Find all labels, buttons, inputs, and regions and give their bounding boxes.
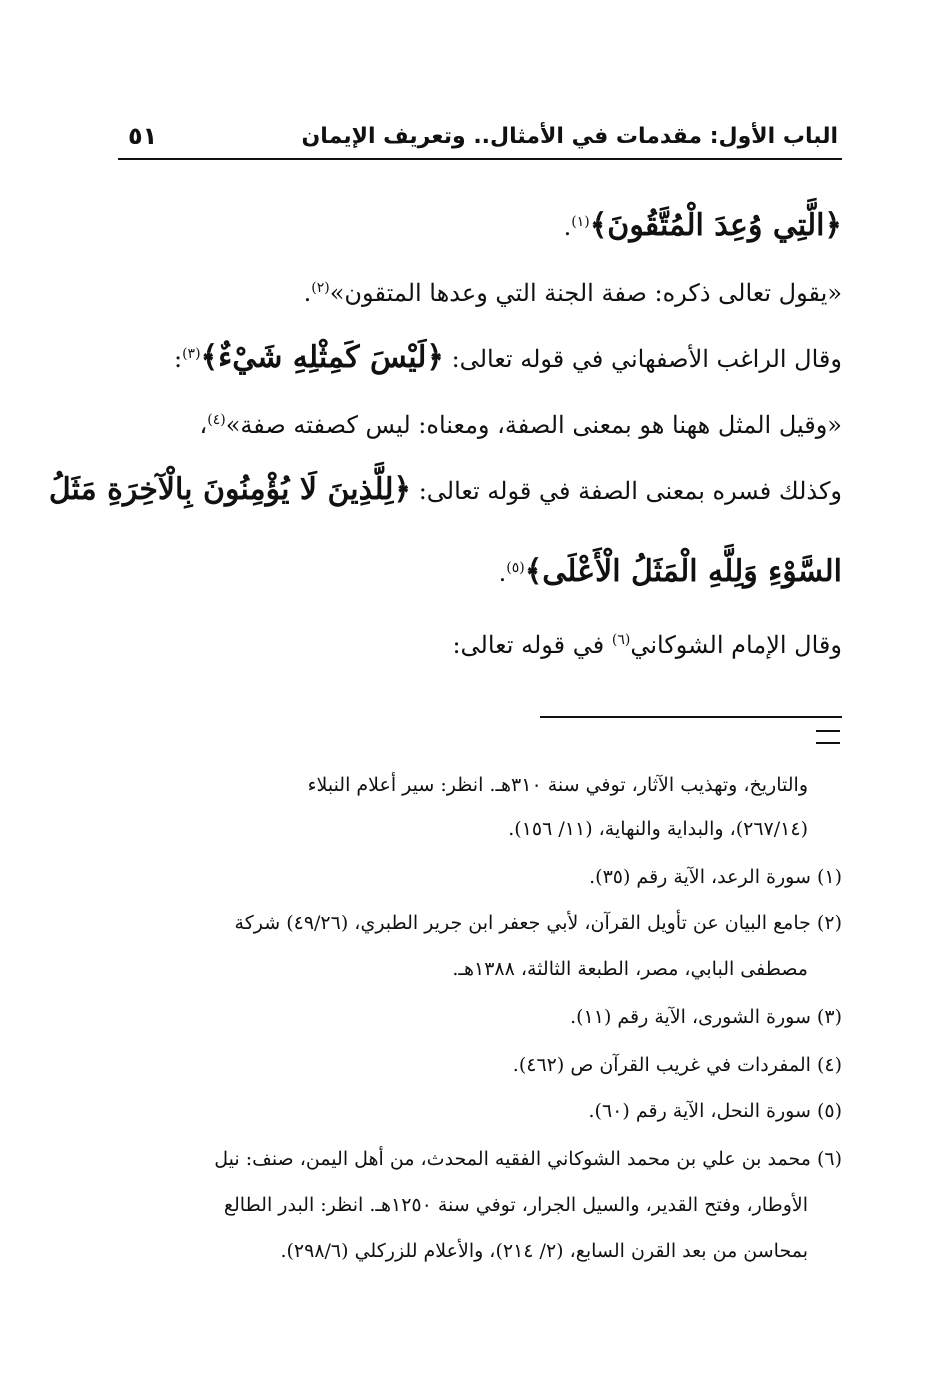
footnote-3: (٣) سورة الشورى، الآية رقم (١١).: [570, 1006, 842, 1028]
text-line-4: [199, 402, 842, 443]
chapter-title: الباب الأول: مقدمات في الأمثال.. وتعريف الإيمان: [301, 124, 838, 149]
text-line-1: [564, 204, 842, 245]
footnote-continuation-line-2: (٢٦٧/١٤)، والبداية والنهاية، (١١/ ١٥٦).: [508, 818, 808, 840]
footnote-2-line-1: (٢) جامع البيان عن تأويل القرآن، لأبي جعفر ابن جرير الطبري، (٤٩/٢٦) شركة: [234, 912, 842, 934]
footnote-ref: (٥): [506, 560, 525, 576]
footnote-ref: (٢): [311, 280, 330, 296]
quran-verse: ﴿الَّتِي وُعِدَ الْمُتَّقُونَ﴾: [589, 208, 842, 243]
footnote-6-line-3: بمحاسن من بعد القرن السابع، (٢/ ٢١٤)، والأعلام للزركلي (٢٩٨/٦).: [280, 1240, 808, 1262]
text-line-7: [452, 622, 842, 663]
text-line-5: [49, 472, 842, 509]
running-header: [118, 118, 842, 160]
text-line-2: [304, 270, 842, 311]
footnote-ref: (١): [571, 214, 590, 230]
body-text-segment: وقال الإمام الشوكاني: [630, 631, 842, 659]
page-number: ٥١: [128, 122, 158, 150]
text-line-6: [499, 550, 842, 591]
footnote-ref: (٣): [182, 346, 201, 362]
continuation-mark: [816, 730, 840, 744]
footnote-continuation-line-1: والتاريخ، وتهذيب الآثار، توفي سنة ٣١٠هـ. انظر: سير أعلام النبلاء: [307, 774, 808, 796]
footnote-4: (٤) المفردات في غريب القرآن ص (٤٦٢).: [512, 1054, 842, 1076]
text-line-3: [174, 336, 842, 377]
punctuation: :: [173, 345, 183, 373]
quote-text: «وقيل المثل ههنا هو بمعنى الصفة، ومعناه: ليس كصفته صفة»: [225, 411, 842, 439]
footnote-5: (٥) سورة النحل، الآية رقم (٦٠).: [588, 1100, 842, 1122]
footnote-separator: [540, 716, 842, 718]
footnote-6-line-1: (٦) محمد بن علي بن محمد الشوكاني الفقيه المحدث، من أهل اليمن، صنف: نيل: [214, 1148, 842, 1170]
footnote-6-line-2: الأوطار، وفتح القدير، والسيل الجرار، توفي سنة ١٢٥٠هـ. انظر: البدر الطالع: [223, 1194, 808, 1216]
quran-verse: ﴿لِلَّذِينَ لَا يُؤْمِنُونَ بِالْآخِرَةِ مَثَلُ: [48, 472, 412, 507]
quran-verse: ﴿لَيْسَ كَمِثْلِهِ شَيْءٌ﴾: [200, 340, 444, 375]
punctuation: ،: [199, 411, 208, 439]
footnote-ref: (٤): [207, 412, 226, 428]
punctuation: .: [498, 559, 507, 587]
quote-text: «يقول تعالى ذكره: صفة الجنة التي وعدها المتقون»: [329, 279, 842, 307]
footnote-ref: (٦): [611, 632, 631, 648]
body-text-segment: وقال الراغب الأصفهاني في قوله تعالى:: [443, 345, 842, 373]
body-text-segment: في قوله تعالى:: [452, 631, 612, 659]
punctuation: .: [303, 279, 312, 307]
body-text-segment: وكذلك فسره بمعنى الصفة في قوله تعالى:: [411, 477, 842, 505]
punctuation: .: [563, 213, 572, 241]
footnote-1: (١) سورة الرعد، الآية رقم (٣٥).: [589, 866, 842, 888]
quran-verse: السَّوْءِ وَلِلَّهِ الْمَثَلُ الْأَعْلَى﴾: [524, 554, 842, 589]
footnote-2-line-2: مصطفى البابي، مصر، الطبعة الثالثة، ١٣٨٨هـ.: [452, 958, 808, 980]
